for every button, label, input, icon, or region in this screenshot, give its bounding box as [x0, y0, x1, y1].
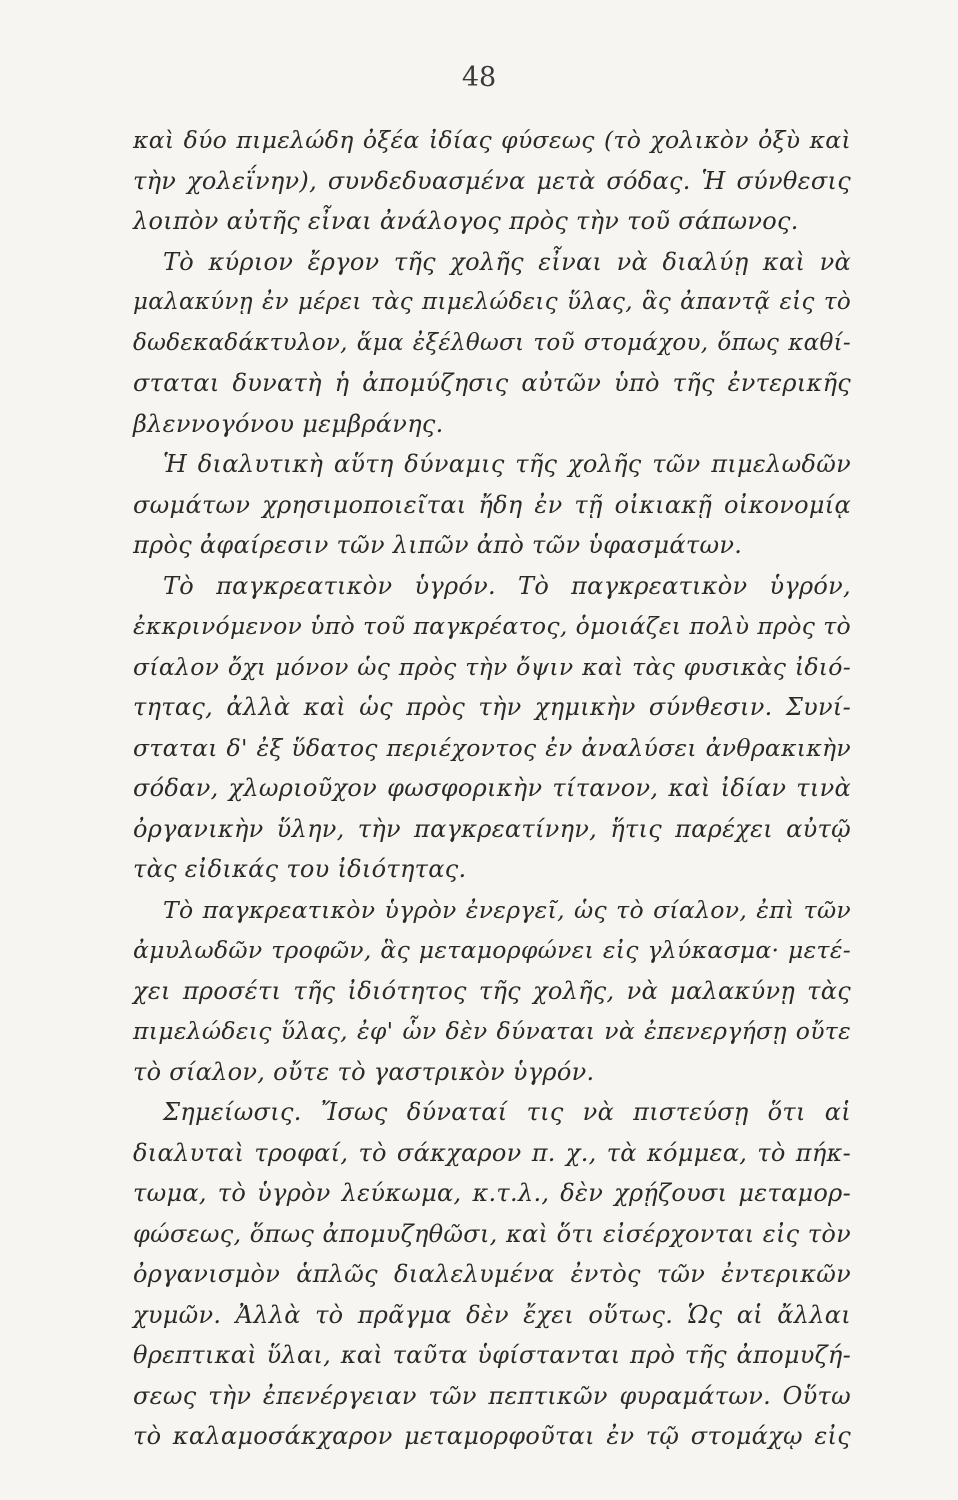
text-line: τὸ σίαλον, οὔτε τὸ γαστρικὸν ὑγρόν.: [133, 1057, 595, 1086]
text-line: θρεπτικαὶ ὕλαι, καὶ ταῦτα ὑφίστανται πρὸ τῆς ἀπομυζή-: [133, 1341, 851, 1369]
page-number: 48: [461, 62, 497, 93]
text-line: Τὸ κύριον ἔργον τῆς χολῆς εἶναι νὰ διαλύῃ καὶ νὰ: [163, 247, 851, 276]
text-line: ἐκκρινόμενον ὑπὸ τοῦ παγκρέατος, ὁμοιάζει πολὺ πρὸς τὸ: [133, 612, 851, 640]
text-line: σταται δ' ἐξ ὕδατος περιέχοντος ἐν ἀναλύσει ἀνθρακικὴν: [133, 733, 851, 762]
text-line: τητας, ἀλλὰ καὶ ὡς πρὸς τὴν χημικὴν σύνθεσιν. Συνί-: [133, 693, 851, 721]
text-line: σεως τὴν ἐπενέργειαν τῶν πεπτικῶν φυραμάτων. Οὕτω: [133, 1381, 851, 1410]
text-line: διαλυταὶ τροφαί, τὸ σάκχαρον π. χ., τὰ κόμμεα, τὸ πήκ-: [133, 1138, 851, 1167]
text-line: πιμελώδεις ὕλας, ἐφ' ὧν δὲν δύναται νὰ ἐπενεργήσῃ οὔτε: [133, 1017, 851, 1045]
text-line: φώσεως, ὅπως ἀπομυζηθῶσι, καὶ ὅτι εἰσέρχονται εἰς τὸν: [133, 1219, 851, 1248]
text-line: λοιπὸν αὐτῆς εἶναι ἀνάλογος πρὸς τὴν τοῦ σάπωνος.: [133, 207, 799, 235]
text-line: χει προσέτι τῆς ἰδιότητος τῆς χολῆς, νὰ μαλακύνῃ τὰς: [133, 976, 851, 1005]
text-line: Ἡ διαλυτικὴ αὕτη δύναμις τῆς χολῆς τῶν πιμελωδῶν: [163, 450, 851, 478]
text-line: ὀργανικὴν ὕλην, τὴν παγκρεατίνην, ἥτις παρέχει αὐτῷ: [133, 814, 851, 843]
text-line: ὀργανισμὸν ἁπλῶς διαλελυμένα ἐντὸς τῶν ἐντερικῶν: [133, 1260, 851, 1288]
text-line: σίαλον ὄχι μόνον ὡς πρὸς τὴν ὄψιν καὶ τὰς φυσικὰς ἰδιό-: [133, 652, 851, 681]
text-line: μαλακύνῃ ἐν μέρει τὰς πιμελώδεις ὕλας, ἃς ἀπαντᾷ εἰς τὸ: [133, 289, 851, 315]
text-line: σταται δυνατὴ ἡ ἀπομύζησις αὐτῶν ὑπὸ τῆς ἐντερικῆς: [133, 369, 851, 397]
text-line: πρὸς ἀφαίρεσιν τῶν λιπῶν ἀπὸ τῶν ὑφασμάτων.: [133, 531, 743, 559]
text-line: καὶ δύο πιμελώδη ὀξέα ἰδίας φύσεως (τὸ χολικὸν ὀξὺ καὶ: [133, 126, 851, 154]
text-line: σωμάτων χρησιμοποιεῖται ἤδη ἐν τῇ οἰκιακῇ οἰκονομίᾳ: [133, 490, 851, 519]
body-text: [133, 120, 851, 1457]
text-line: τὸ καλαμοσάκχαρον μεταμορφοῦται ἐν τῷ στομάχῳ εἰς: [133, 1422, 851, 1450]
text-line: χυμῶν. Ἀλλὰ τὸ πρᾶγμα δὲν ἔχει οὕτως. Ὡς αἱ ἄλλαι: [133, 1300, 851, 1329]
text-line: ἀμυλωδῶν τροφῶν, ἃς μεταμορφώνει εἰς γλύκασμα· μετέ-: [133, 936, 851, 964]
text-line: Τὸ παγκρεατικὸν ὑγρόν. Τὸ παγκρεατικὸν ὑγρόν,: [163, 571, 851, 600]
text-line: τὴν χολεΐνην), συνδεδυασμένα μετὰ σόδας. Ἡ σύνθεσις: [133, 166, 851, 195]
text-line: Τὸ παγκρεατικὸν ὑγρὸν ἐνεργεῖ, ὡς τὸ σίαλον, ἐπὶ τῶν: [163, 895, 851, 924]
text-line: βλεννογόνου μεμβράνης.: [133, 409, 444, 438]
text-line: Σημείωσις. Ἴσως δύναταί τις νὰ πιστεύσῃ ὅτι αἱ: [163, 1098, 851, 1126]
text-line: τωμα, τὸ ὑγρὸν λεύκωμα, κ.τ.λ., δὲν χρῄζουσι μεταμορ-: [133, 1179, 851, 1207]
text-line: σόδαν, χλωριοῦχον φωσφορικὴν τίτανον, καὶ ἰδίαν τινὰ: [133, 774, 851, 802]
text-line: δωδεκαδάκτυλον, ἅμα ἐξέλθωσι τοῦ στομάχου, ὅπως καθί-: [133, 329, 851, 356]
text-line: τὰς εἰδικάς του ἰδιότητας.: [133, 855, 467, 883]
